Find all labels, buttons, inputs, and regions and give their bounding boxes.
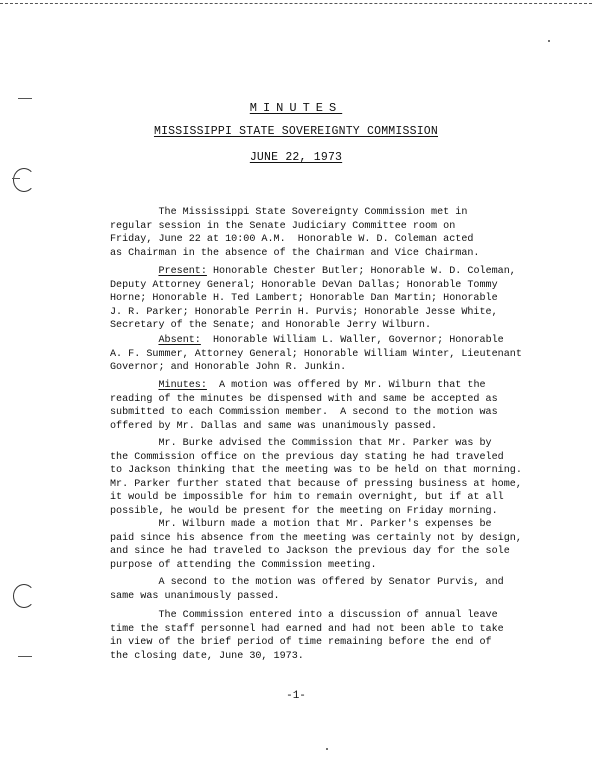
text-line: paid since his absence from the meeting was certainly not by design,: [110, 532, 522, 544]
speck-mark: [548, 40, 550, 42]
text-line: The Commission entered into a discussion of annual leave: [110, 610, 498, 621]
text-line: A second to the motion was offered by Senator Purvis, and: [110, 577, 504, 588]
text-line: Governor; and Honorable John R. Junkin.: [110, 362, 347, 374]
paragraph-present: [110, 265, 516, 333]
text-line: Mr. Burke advised the Commission that Mr. Parker was by: [110, 438, 492, 449]
text-line: Mr. Parker further stated that because of pressing business at home,: [110, 478, 522, 490]
text-line: Horne; Honorable H. Ted Lambert; Honorable Dan Martin; Honorable: [110, 293, 498, 305]
top-edge-dashes: [0, 3, 592, 4]
document-date: [0, 151, 592, 164]
text-line: offered by Mr. Dallas and same was unanimously passed.: [110, 420, 438, 432]
document-title: [0, 101, 592, 115]
text-line: as Chairman in the absence of the Chairman and Vice Chairman.: [110, 247, 480, 259]
text-line: Honorable William L. Waller, Governor; Honorable: [200, 335, 504, 346]
document-title-text: MINUTES: [249, 101, 343, 115]
absent-label: Absent:: [158, 335, 201, 346]
minutes-label: Minutes:: [158, 380, 207, 391]
paragraph-second-motion: [110, 576, 504, 603]
text-line: Secretary of the Senate; and Honorable Jerry Wilburn.: [110, 320, 432, 332]
document-subtitle: [0, 125, 592, 138]
text-line: and since he had traveled to Jackson the previous day for the sole: [110, 546, 510, 558]
text-line: regular session in the Senate Judiciary Committee room on: [110, 220, 456, 232]
text-line: time the staff personnel had earned and had not been able to take: [110, 623, 504, 635]
margin-mark: [18, 656, 32, 657]
text-line: possible, he would be present for the meeting on Friday morning.: [110, 505, 498, 517]
text-line: Honorable Chester Butler; Honorable W. D. Coleman,: [206, 266, 516, 277]
text-line: The Mississippi State Sovereignty Commission met in: [110, 207, 468, 218]
paragraph-annual-leave: [110, 609, 504, 663]
margin-mark: [12, 178, 20, 179]
text-line: reading of the minutes be dispensed with and same be accepted as: [110, 393, 498, 405]
text-line: it would be impossible for him to remain overnight, but if at all: [110, 492, 504, 504]
document-subtitle-text: MISSISSIPPI STATE SOVEREIGNTY COMMISSION: [153, 125, 439, 138]
paragraph-wilburn-motion: [110, 518, 522, 572]
paragraph-minutes: [110, 379, 498, 433]
text-line: submitted to each Commission member. A second to the motion was: [110, 407, 498, 419]
paragraph-absent: [110, 334, 522, 375]
present-label: Present:: [158, 266, 207, 277]
page-number: -1-: [286, 690, 306, 702]
punch-hole-mark: [13, 168, 35, 192]
document-date-text: JUNE 22, 1973: [249, 151, 343, 164]
text-line: same was unanimously passed.: [110, 590, 280, 602]
paragraph-burke-advice: [110, 437, 522, 519]
text-line: J. R. Parker; Honorable Perrin H. Purvis; Honorable Jesse White,: [110, 306, 498, 318]
text-line: the closing date, June 30, 1973.: [110, 650, 304, 662]
punch-hole-mark: [13, 584, 35, 608]
text-line: A motion was offered by Mr. Wilburn that the: [206, 380, 486, 391]
margin-mark: [18, 98, 32, 99]
text-line: Friday, June 22 at 10:00 A.M. Honorable W. D. Coleman acted: [110, 234, 474, 246]
paragraph-opening: [110, 206, 480, 260]
text-line: to Jackson thinking that the meeting was to be held on that morning.: [110, 465, 522, 477]
text-line: the Commission office on the previous day stating he had traveled: [110, 451, 504, 463]
text-line: Deputy Attorney General; Honorable DeVan Dallas; Honorable Tommy: [110, 279, 498, 291]
text-line: A. F. Summer, Attorney General; Honorable William Winter, Lieutenant: [110, 348, 522, 360]
speck-mark: [326, 748, 328, 750]
text-line: Mr. Wilburn made a motion that Mr. Parker's expenses be: [110, 519, 492, 530]
text-line: purpose of attending the Commission meeting.: [110, 559, 377, 571]
text-line: in view of the brief period of time remaining before the end of: [110, 637, 492, 649]
